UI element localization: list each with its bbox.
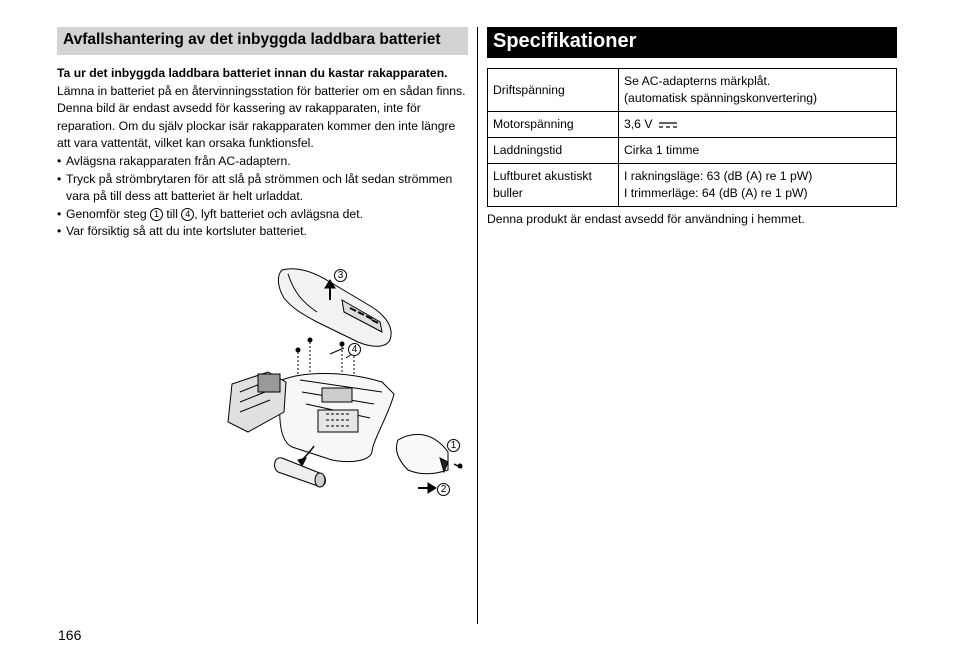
spec-value (619, 164, 897, 207)
step-text: Genomför steg (66, 206, 150, 221)
intro-warning: Ta ur det inbyggda laddbara batteriet innan du kastar rakapparaten. (57, 66, 448, 80)
spec-label: Laddningstid (488, 138, 619, 164)
battery-disposal-section (57, 27, 468, 241)
disassembly-diagram (222, 262, 470, 502)
list-item: • Avlägsna rakapparaten från AC-adaptern. (57, 153, 468, 171)
spec-value-line: 3,6 V (624, 117, 653, 131)
step-text: till (163, 206, 182, 221)
step-number-badge: 1 (150, 208, 163, 221)
dc-symbol-icon (658, 120, 678, 130)
spec-label: Motorspänning (488, 112, 619, 138)
shaver-exploded-view-icon (222, 262, 470, 502)
page-number: 166 (58, 627, 82, 643)
section-heading: Specifikationer (487, 27, 897, 58)
spec-label: Driftspänning (488, 69, 619, 112)
step-number-badge: 4 (181, 208, 194, 221)
spec-value-line: I rakningsläge: 63 (dB (A) re 1 pW) (624, 169, 813, 183)
recycling-paragraph: Lämna in batteriet på en återvinningsstation för batterier om en sådan finns. (57, 83, 466, 98)
callout-2: 2 (437, 483, 450, 496)
steps-list (57, 153, 468, 241)
spec-value-line: (automatisk spänningskonvertering) (624, 91, 818, 105)
specifications-section (487, 27, 897, 226)
section-heading: Avfallshantering av det inbyggda laddbara batteriet (57, 27, 468, 55)
spec-label-line: Luftburet akustiskt (493, 169, 592, 183)
spec-value-line: Se AC-adapterns märkplåt. (624, 74, 771, 88)
spec-label-line: buller (493, 186, 523, 200)
list-item: • Var försiktig så att du inte kortsluter batteriet. (57, 223, 468, 241)
spec-label (488, 164, 619, 207)
table-row (488, 69, 897, 112)
callout-1: 1 (447, 439, 460, 452)
disposal-instructions (57, 65, 468, 241)
table-row (488, 138, 897, 164)
specifications-table (487, 68, 897, 207)
home-use-note: Denna produkt är endast avsedd för användning i hemmet. (487, 212, 805, 226)
list-item: • Tryck på strömbrytaren för att slå på strömmen och låt sedan strömmen vara på till dess att batteriet är helt urladdat. (57, 171, 468, 206)
callout-3: 3 (334, 269, 347, 282)
spec-value-line: I trimmerläge: 64 (dB (A) re 1 pW) (624, 186, 808, 200)
column-divider (477, 27, 478, 624)
table-row (488, 164, 897, 207)
step-text: , lyft batteriet och avlägsna det. (194, 206, 363, 221)
list-item (57, 206, 468, 224)
spec-value: Cirka 1 timme (619, 138, 897, 164)
spec-value (619, 112, 897, 138)
callout-4: 4 (348, 343, 361, 356)
table-row (488, 112, 897, 138)
spec-value (619, 69, 897, 112)
disassembly-warning-paragraph: Denna bild är endast avsedd för kassering av rakapparaten, inte för reparation. Om du själv plockar isär rakapparaten kommer den inte längre att vara vattentät, vilket kan orsaka funktionsfel. (57, 101, 456, 151)
